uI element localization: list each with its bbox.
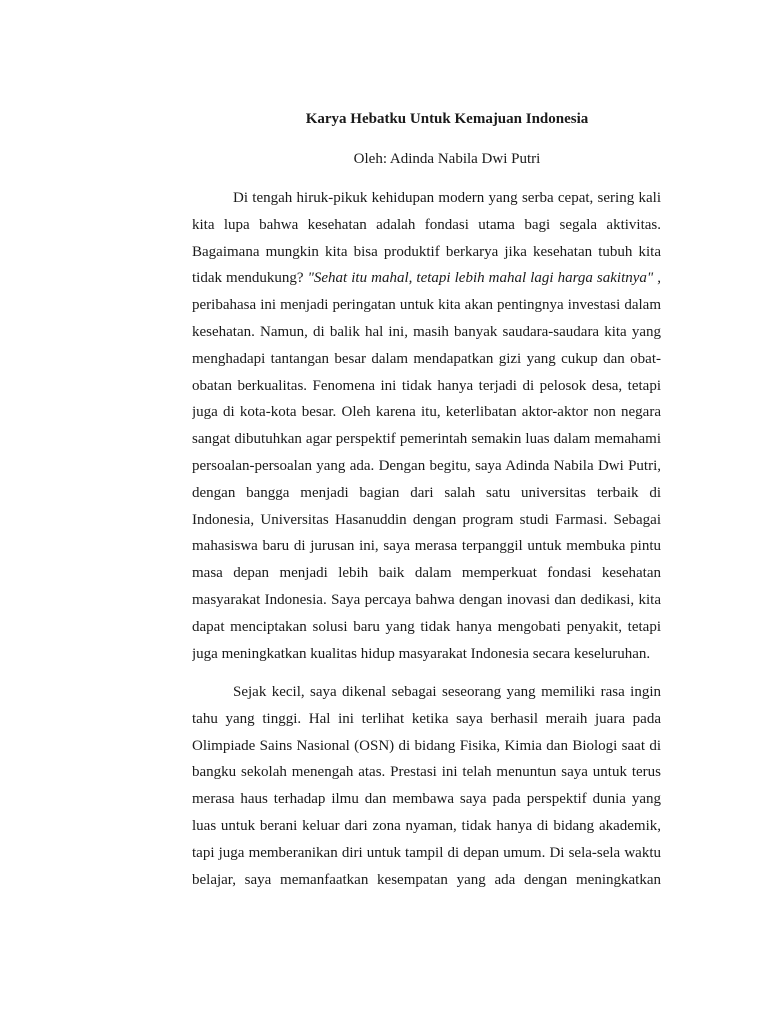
text-line: kesehatan. Namun, di balik hal ini, masih banyak saudara-saudara kita yang — [192, 323, 661, 340]
text-line: persoalan-persoalan yang ada. Dengan begitu, saya Adinda Nabila Dwi Putri, — [192, 457, 661, 474]
text-line: belajar, saya memanfaatkan kesempatan yang ada dengan meningkatkan — [192, 871, 661, 888]
text-line: Indonesia, Universitas Hasanuddin dengan program studi Farmasi. Sebagai — [192, 511, 661, 528]
text-line: obatan berkualitas. Fenomena ini tidak hanya terjadi di pelosok desa, tetapi — [192, 377, 661, 394]
text-line: menghadapi tantangan besar dalam mendapatkan gizi yang cukup dan obat- — [192, 350, 661, 367]
paragraph-2 — [192, 679, 661, 893]
text-line: juga meningkatkan kualitas hidup masyarakat Indonesia secara keseluruhan. — [192, 645, 651, 662]
text-line: tahu yang tinggi. Hal ini terlihat ketika saya berhasil meraih juara pada — [192, 710, 661, 727]
document-author: Oleh: Adinda Nabila Dwi Putri — [353, 151, 541, 167]
text-line: Di tengah hiruk-pikuk kehidupan modern yang serba cepat, sering kali — [233, 190, 661, 206]
quote-suffix: , — [653, 270, 661, 287]
proverb-quote: "Sehat itu mahal, tetapi lebih mahal lagi harga sakitnya" — [307, 270, 654, 287]
text-line: Olimpiade Sains Nasional (OSN) di bidang Fisika, Kimia dan Biologi saat di — [192, 737, 661, 754]
text-line: bangku sekolah menengah atas. Prestasi ini telah menuntun saya untuk terus — [192, 764, 661, 781]
text-line: dapat menciptakan solusi baru yang tidak hanya mengobati penyakit, tetapi — [192, 618, 661, 635]
paragraph-1 — [192, 185, 661, 667]
text-line: masa depan menjadi lebih baik dalam memperkuat fondasi kesehatan — [192, 565, 661, 582]
text-line: Sejak kecil, saya dikenal sebagai seseorang yang memiliki rasa ingin — [233, 684, 661, 700]
text-line: merasa haus terhadap ilmu dan membawa saya pada perspektif dunia yang — [192, 791, 661, 808]
quote-prefix: tidak mendukung? — [192, 270, 308, 287]
text-line: peribahasa ini menjadi peringatan untuk kita akan pentingnya investasi dalam — [192, 297, 661, 314]
text-line: mahasiswa baru di jurusan ini, saya merasa terpanggil untuk membuka pintu — [192, 538, 661, 555]
text-line: sangat dibutuhkan agar perspektif pemerintah semakin luas dalam memahami — [192, 431, 661, 448]
text-line: luas untuk berani keluar dari zona nyaman, tidak hanya di bidang akademik, — [192, 817, 661, 834]
document-title: Karya Hebatku Untuk Kemajuan Indonesia — [305, 111, 589, 127]
text-line: juga di kota-kota besar. Oleh karena itu, keterlibatan aktor-aktor non negara — [192, 404, 661, 421]
text-line: dengan bangga menjadi bagian dari salah satu universitas terbaik di — [192, 484, 661, 501]
text-line: kita lupa bahwa kesehatan adalah fondasi utama bagi segala aktivitas. — [192, 216, 661, 233]
text-line: tapi juga memberanikan diri untuk tampil di depan umum. Di sela-sela waktu — [192, 844, 661, 861]
text-line: masyarakat Indonesia. Saya percaya bahwa dengan inovasi dan dedikasi, kita — [192, 591, 661, 608]
text-line-quote — [192, 265, 661, 292]
text-line: Bagaimana mungkin kita bisa produktif berkarya jika kesehatan tubuh kita — [192, 243, 661, 260]
